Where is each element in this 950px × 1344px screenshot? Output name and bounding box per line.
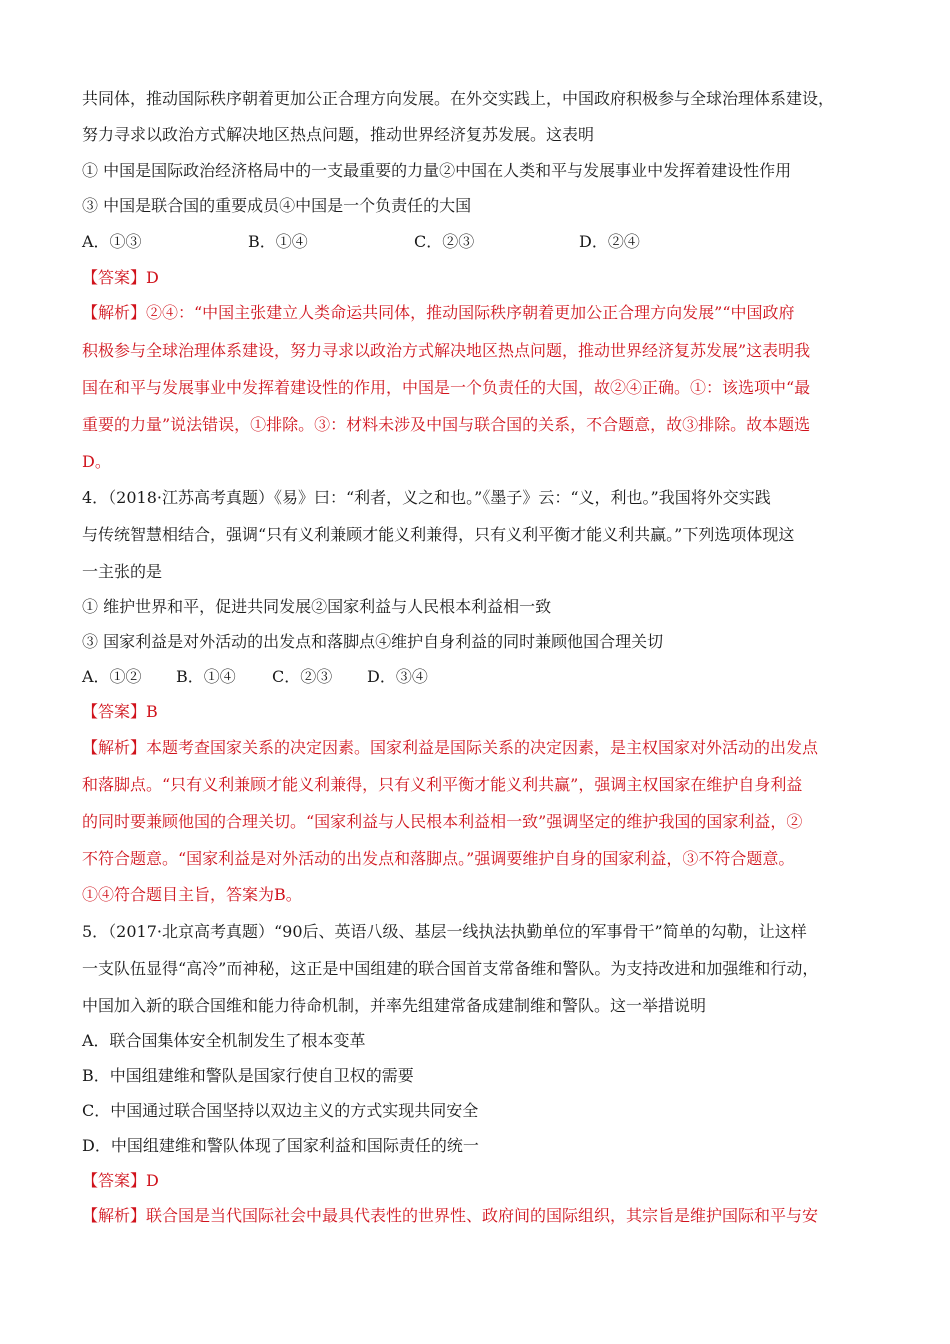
q4-option-c: C．②③ xyxy=(272,667,333,686)
q3-option-b: B．①④ xyxy=(248,232,308,251)
q5-stem-line: 一支队伍显得“高冷”而神秘，这正是中国组建的联合国首支常备维和警队。为支持改进和加强维和行动， xyxy=(82,959,819,978)
q5-stem-line: 中国加入新的联合国维和能力待命机制，并率先组建常备成建制维和警队。这一举措说明 xyxy=(82,996,707,1015)
q3-analysis-line: 国在和平与发展事业中发挥着建设性的作用，中国是一个负责任的大国，故②④正确。①：该选项中“最 xyxy=(82,378,811,397)
q3-analysis-line: D。 xyxy=(82,452,111,471)
q4-analysis-line: ①④符合题目主旨，答案为B。 xyxy=(82,885,302,904)
q4-item-line: ③ 国家利益是对外活动的出发点和落脚点④维护自身利益的同时兼顾他国合理关切 xyxy=(82,632,664,651)
q3-stem-line: 共同体，推动国际秩序朝着更加公正合理方向发展。在外交实践上，中国政府积极参与全球治理体系建设， xyxy=(82,89,835,108)
q5-stem-line: 5．（2017·北京高考真题）“90后、英语八级、基层一线执法执勤单位的军事骨干”简单的勾勒，让这样 xyxy=(82,922,807,941)
q4-analysis-line: 和落脚点。“只有义利兼顾才能义利兼得，只有义利平衡才能义利共赢”，强调主权国家在维护自身利益 xyxy=(82,775,803,794)
q5-option-d: D．中国组建维和警队体现了国家利益和国际责任的统一 xyxy=(82,1136,479,1155)
q5-option-c: C．中国通过联合国坚持以双边主义的方式实现共同安全 xyxy=(82,1101,479,1120)
q3-option-d: D．②④ xyxy=(579,232,640,251)
q4-analysis-line: 不符合题意。“国家利益是对外活动的出发点和落脚点。”强调要维护自身的国家利益，③不符合题意。 xyxy=(82,849,795,868)
q3-options xyxy=(82,231,872,253)
q4-stem-line: 与传统智慧相结合，强调“只有义利兼顾才能义利兼得，只有义利平衡才能义利共赢。”下列选项体现这 xyxy=(82,525,795,544)
q3-option-a: A．①③ xyxy=(82,232,142,251)
q4-item-line: ① 维护世界和平，促进共同发展②国家利益与人民根本利益相一致 xyxy=(82,597,552,616)
q4-option-d: D．③④ xyxy=(367,667,428,686)
q3-stem-line: 努力寻求以政治方式解决地区热点问题，推动世界经济复苏发展。这表明 xyxy=(82,125,595,144)
q4-answer: 【答案】B xyxy=(82,702,158,721)
q4-analysis-line: 的同时要兼顾他国的合理关切。“国家利益与人民根本利益相一致”强调坚定的维护我国的国家利益，② xyxy=(82,812,803,831)
q3-analysis-line: 【解析】②④：“中国主张建立人类命运共同体，推动国际秩序朝着更加公正合理方向发展”“中国政府 xyxy=(82,303,795,322)
q5-answer: 【答案】D xyxy=(82,1171,159,1190)
q3-analysis-line: 重要的力量”说法错误，①排除。③：材料未涉及中国与联合国的关系，不合题意，故③排除。故本题选 xyxy=(82,415,811,434)
q3-option-c: C．②③ xyxy=(414,232,475,251)
q4-options xyxy=(82,666,872,688)
q4-option-a: A．①② xyxy=(82,667,142,686)
q3-item-line: ③ 中国是联合国的重要成员④中国是一个负责任的大国 xyxy=(82,196,472,215)
q5-option-b: B．中国组建维和警队是国家行使自卫权的需要 xyxy=(82,1066,414,1085)
q4-option-b: B．①④ xyxy=(176,667,236,686)
q4-stem-line: 一主张的是 xyxy=(82,562,163,581)
q3-analysis-line: 积极参与全球治理体系建设，努力寻求以政治方式解决地区热点问题，推动世界经济复苏发展”这表明我 xyxy=(82,341,811,360)
q5-analysis-line: 【解析】联合国是当代国际社会中最具代表性的世界性、政府间的国际组织，其宗旨是维护国际和平与安 xyxy=(82,1206,819,1225)
q5-option-a: A．联合国集体安全机制发生了根本变革 xyxy=(82,1031,366,1050)
q3-item-line: ① 中国是国际政治经济格局中的一支最重要的力量②中国在人类和平与发展事业中发挥着建设性作用 xyxy=(82,161,792,180)
q4-stem-line: 4．（2018·江苏高考真题）《易》曰：“利者，义之和也。”《墨子》云：“义，利也。”我国将外交实践 xyxy=(82,488,771,507)
q4-analysis-line: 【解析】本题考查国家关系的决定因素。国家利益是国际关系的决定因素，是主权国家对外活动的出发点 xyxy=(82,738,819,757)
q3-answer: 【答案】D xyxy=(82,268,159,287)
